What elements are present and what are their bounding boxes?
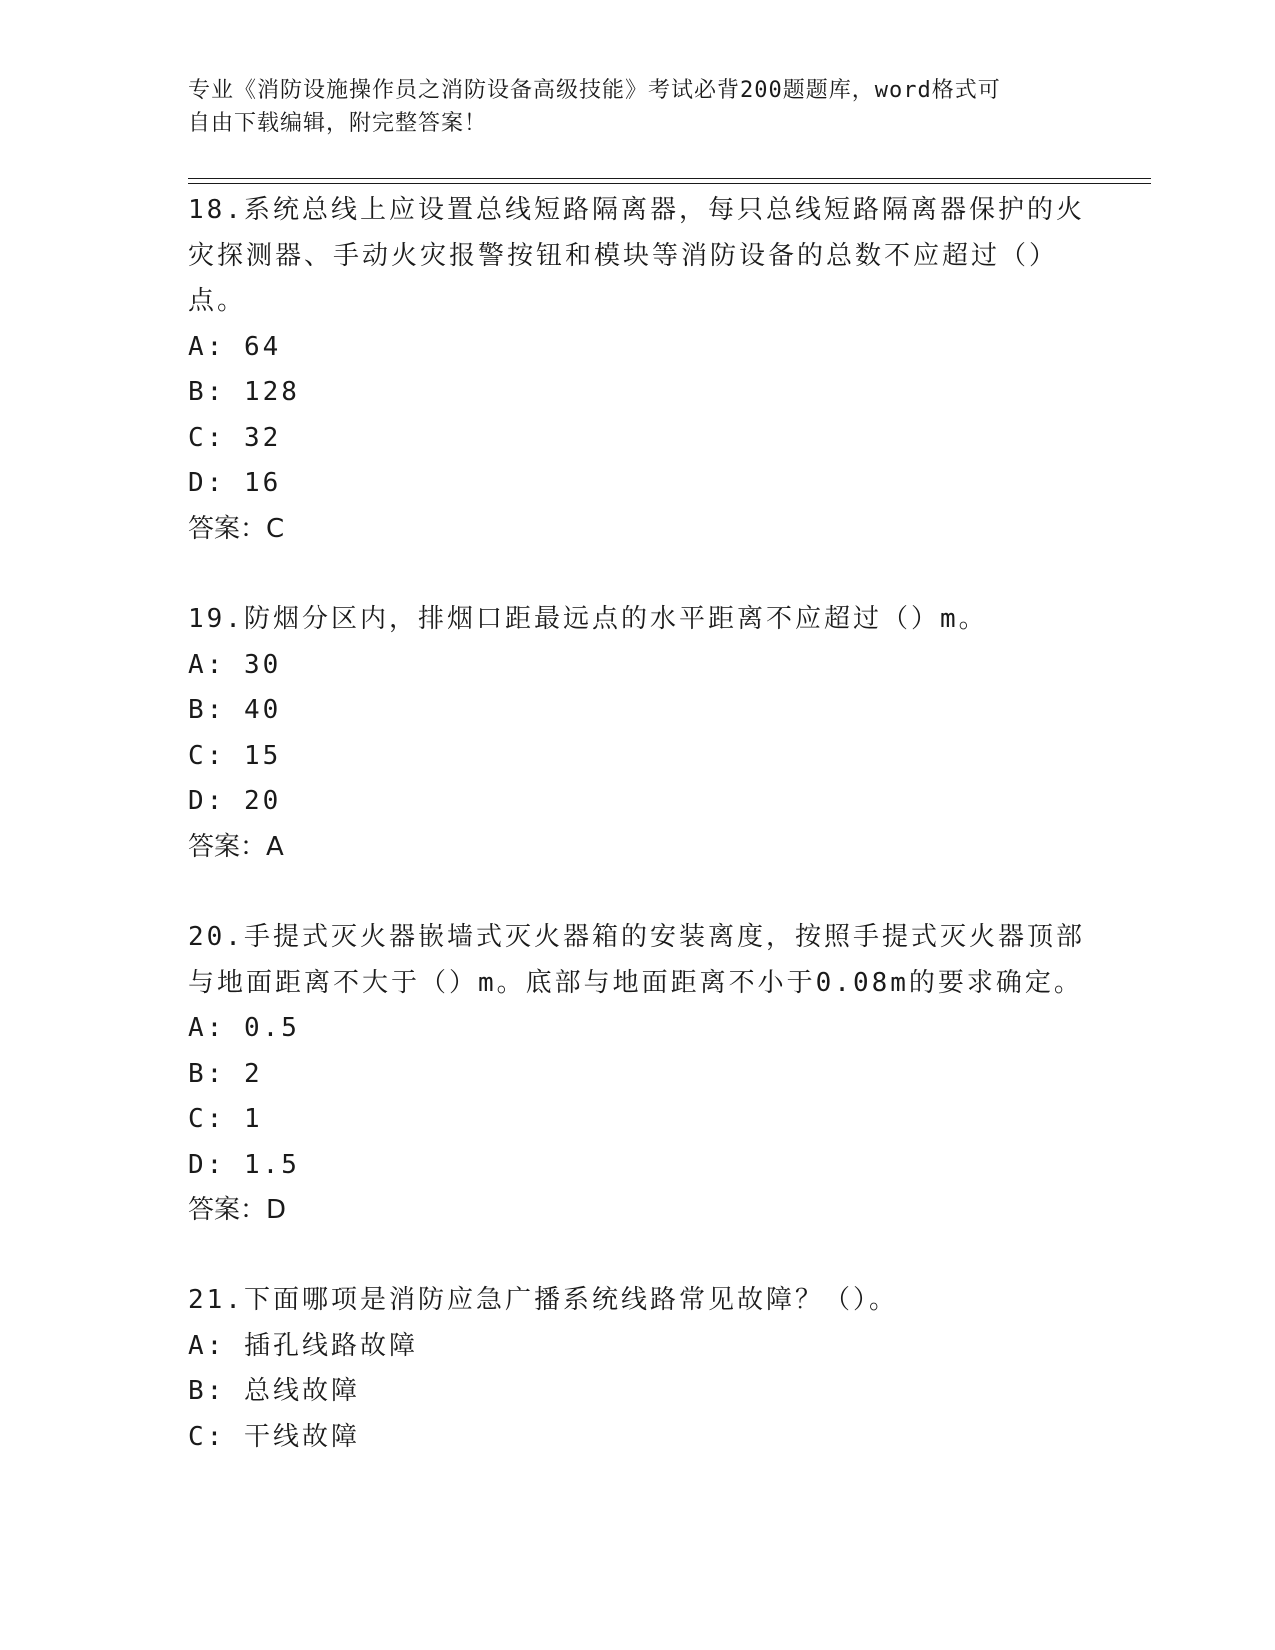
answer: 答案：C — [188, 513, 285, 544]
question-18 — [188, 188, 1088, 552]
option-c: C: 1 — [188, 1104, 263, 1134]
option-a: A: 插孔线路故障 — [188, 1330, 418, 1361]
header-line-1: 专业《消防设施操作员之消防设备高级技能》考试必背200题题库，word格式可 — [188, 78, 1001, 103]
question-stem-line: 与地面距离不大于（）m。底部与地面距离不小于0.08m的要求确定。 — [188, 967, 1083, 998]
option-c: C: 干线故障 — [188, 1421, 360, 1452]
question-20 — [188, 915, 1088, 1234]
option-b: B: 总线故障 — [188, 1376, 360, 1406]
option-b: B: 40 — [188, 695, 282, 725]
option-b: B: 128 — [188, 377, 300, 407]
question-stem-line: 21.下面哪项是消防应急广播系统线路常见故障？（）。 — [188, 1285, 898, 1315]
option-a: A: 64 — [188, 331, 282, 362]
document-header — [188, 74, 1068, 140]
option-a: A: 0.5 — [188, 1013, 300, 1043]
header-line-2: 自由下载编辑，附完整答案！ — [188, 111, 488, 136]
header-divider-top — [188, 178, 1151, 179]
header-divider-bottom — [188, 183, 1151, 184]
answer: 答案：A — [188, 831, 284, 862]
option-d: D: 20 — [188, 786, 282, 816]
option-d: D: 16 — [188, 468, 282, 498]
question-19 — [188, 597, 1088, 870]
question-stem-line: 点。 — [188, 286, 247, 316]
option-a: A: 30 — [188, 649, 282, 680]
option-c: C: 15 — [188, 740, 282, 771]
option-d: D: 1.5 — [188, 1149, 300, 1180]
question-21 — [188, 1278, 1088, 1460]
question-stem-line: 18.系统总线上应设置总线短路隔离器，每只总线短路隔离器保护的火 — [188, 195, 1085, 225]
option-c: C: 32 — [188, 422, 282, 453]
question-stem-line: 灾探测器、手动火灾报警按钮和模块等消防设备的总数不应超过（） — [188, 240, 1059, 271]
question-stem-line: 19.防烟分区内，排烟口距最远点的水平距离不应超过（）m。 — [188, 604, 988, 634]
answer: 答案：D — [188, 1195, 287, 1225]
question-stem-line: 20.手提式灭火器嵌墙式灭火器箱的安装离度，按照手提式灭火器顶部 — [188, 922, 1085, 952]
option-b: B: 2 — [188, 1058, 263, 1089]
